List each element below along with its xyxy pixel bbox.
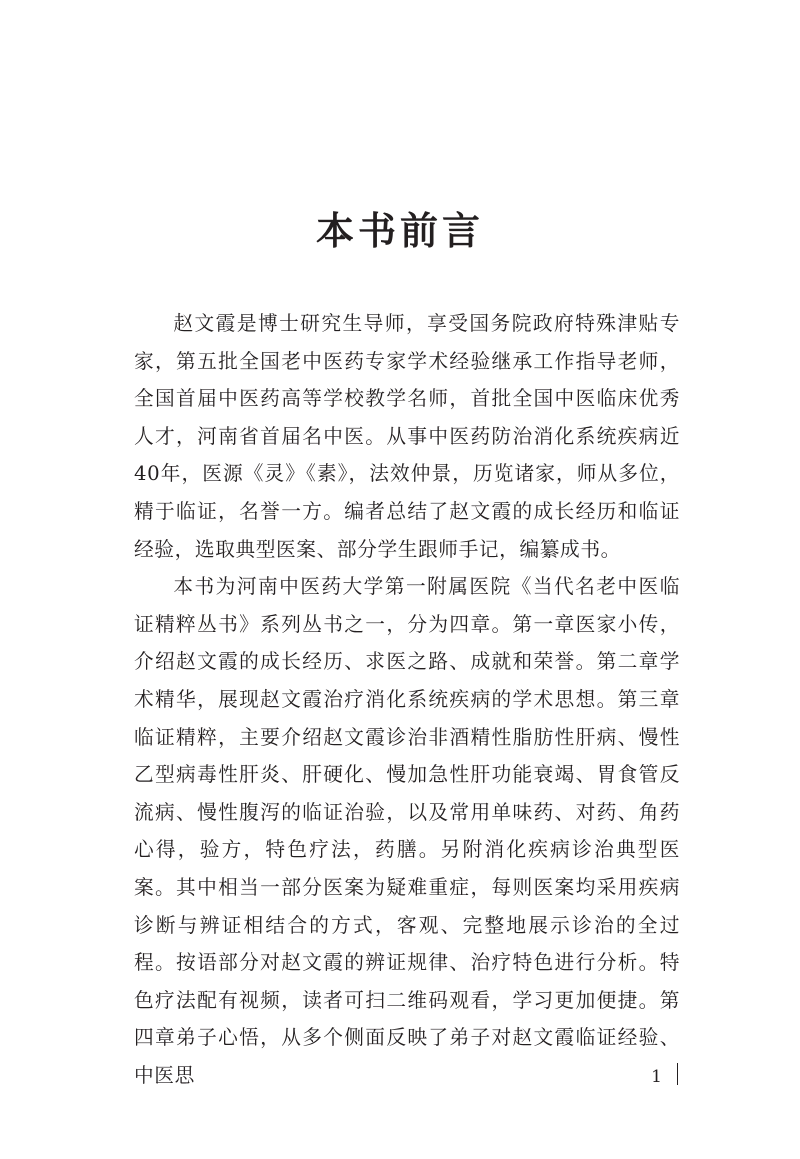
preface-body [134, 305, 680, 1094]
page-title: 本书前言 [315, 209, 484, 253]
paragraph: 本书为河南中医药大学第一附属医院《当代名老中医临证精粹丛书》系列丛书之一，分为四章。第一章医家小传，介绍赵文霞的成长经历、求医之路、成就和荣誉。第二章学术精华，展现赵文霞治疗消化系统疾病的学术思想。第三章临证精粹，主要介绍赵文霞诊治非酒精性脂肪性肝病、慢性乙型病毒性肝炎、肝硬化、慢加急性肝功能衰竭、胃食管反流病、慢性腹泻的临证治验，以及常用单味药、对药、角药心得，验方，特色疗法，药膳。另附消化疾病诊治典型医案。其中相当一部分医案为疑难重症，每则医案均采用疾病诊断与辨证相结合的方式，客观、完整地展示诊治的全过程。按语部分对赵文霞的辨证规律、治疗特色进行分析。特色疗法配有视频，读者可扫二维码观看，学习更加便捷。第四章弟子心悟，从多个侧面反映了弟子对赵文霞临证经验、中医思 [134, 575, 680, 1087]
page-number-divider [677, 1063, 678, 1085]
page-number: 1 [651, 1067, 662, 1087]
paragraph: 赵文霞是博士研究生导师，享受国务院政府特殊津贴专家，第五批全国老中医药专家学术经验继承工作指导老师，全国首届中医药高等学校教学名师，首批全国中医临床优秀人才，河南省首届名中医。从事中医药防治消化系统疾病近40年，医源《灵》《素》，法效仲景，历览诸家，师从多位，精于临证，名誉一方。编者总结了赵文霞的成长经历和临证经验，选取典型医案、部分学生跟师手记，编纂成书。 [134, 312, 680, 561]
